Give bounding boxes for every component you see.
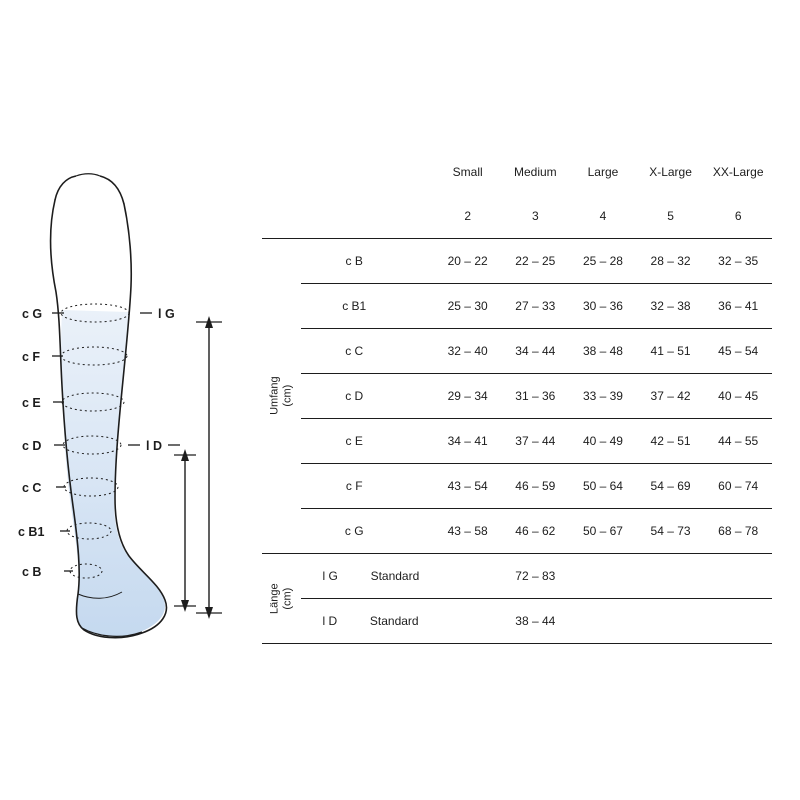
cell-cG-large: 50 – 67	[569, 509, 637, 554]
size-table	[262, 150, 772, 644]
cell-cD-large: 33 – 39	[569, 374, 637, 419]
group-spacer-2	[262, 194, 301, 239]
header-size-small: Small	[452, 165, 483, 179]
length-code-lD: l D	[322, 614, 338, 628]
header-num-6: 6	[734, 209, 742, 223]
header-blank	[301, 150, 434, 194]
cell-cB1-medium: 27 – 33	[501, 284, 569, 329]
table-row	[262, 284, 772, 329]
table-row	[262, 239, 772, 284]
length-spacer-lG-2	[569, 554, 637, 599]
cell-cC-xlarge: 41 – 51	[637, 329, 705, 374]
group-umfang-line1: Umfang	[268, 376, 281, 416]
group-label-laenge	[262, 554, 301, 644]
length-spacer-lD-1	[434, 599, 502, 644]
label-cE: c E	[22, 396, 41, 410]
table-header-numbers	[262, 194, 772, 239]
length-value-lD: 38 – 44	[501, 599, 569, 644]
cell-cG-small: 43 – 58	[434, 509, 502, 554]
table-row-length	[262, 554, 772, 599]
row-label-cG: c G	[301, 509, 434, 554]
length-spacer-lD-3	[637, 599, 705, 644]
cell-cC-xxlarge: 45 – 54	[704, 329, 772, 374]
cell-cB-medium: 22 – 25	[501, 239, 569, 284]
table-row	[262, 464, 772, 509]
length-spacer-lG-4	[704, 554, 772, 599]
table-row	[262, 374, 772, 419]
header-number-blank	[301, 194, 434, 239]
group-umfang-line2: (cm)	[281, 385, 294, 407]
cell-cF-medium: 46 – 59	[501, 464, 569, 509]
length-spacer-lG-1	[434, 554, 502, 599]
length-name-lD: Standard	[369, 614, 419, 628]
cell-cF-xlarge: 54 – 69	[637, 464, 705, 509]
row-label-cB: c B	[301, 239, 434, 284]
group-laenge-line1: Länge	[268, 583, 281, 614]
cell-cE-xlarge: 42 – 51	[637, 419, 705, 464]
length-spacer-lD-4	[704, 599, 772, 644]
header-size-xlarge: X-Large	[649, 165, 692, 179]
cell-cE-xxlarge: 44 – 55	[704, 419, 772, 464]
label-cB1: c B1	[18, 525, 45, 539]
table-row	[262, 329, 772, 374]
header-size-medium: Medium	[513, 165, 557, 179]
row-label-cD: c D	[301, 374, 434, 419]
label-cB: c B	[22, 565, 42, 579]
length-value-lG: 72 – 83	[501, 554, 569, 599]
header-size-xxlarge: XX-Large	[712, 165, 764, 179]
table-row	[262, 509, 772, 554]
cell-cG-xxlarge: 68 – 78	[704, 509, 772, 554]
header-size-large: Large	[587, 165, 619, 179]
group-label-umfang	[262, 239, 301, 554]
cell-cB1-xxlarge: 36 – 41	[704, 284, 772, 329]
header-num-3: 3	[531, 209, 539, 223]
table-row	[262, 419, 772, 464]
label-lD: l D	[146, 439, 162, 453]
cell-cB-small: 20 – 22	[434, 239, 502, 284]
label-cC: c C	[22, 481, 42, 495]
header-num-2: 2	[464, 209, 471, 223]
cell-cC-small: 32 – 40	[434, 329, 502, 374]
cell-cE-large: 40 – 49	[569, 419, 637, 464]
cell-cF-large: 50 – 64	[569, 464, 637, 509]
row-label-cE: c E	[301, 419, 434, 464]
cell-cB-xxlarge: 32 – 35	[704, 239, 772, 284]
length-code-lG: l G	[322, 569, 338, 583]
cell-cC-large: 38 – 48	[569, 329, 637, 374]
table-row-length	[262, 599, 772, 644]
leg-diagram	[0, 0, 270, 800]
cell-cC-medium: 34 – 44	[501, 329, 569, 374]
cell-cF-xxlarge: 60 – 74	[704, 464, 772, 509]
cell-cB1-xlarge: 32 – 38	[637, 284, 705, 329]
cell-cB-xlarge: 28 – 32	[637, 239, 705, 284]
header-num-5: 5	[667, 209, 674, 223]
cell-cB1-large: 30 – 36	[569, 284, 637, 329]
row-label-cB1: c B1	[301, 284, 434, 329]
cell-cD-xlarge: 37 – 42	[637, 374, 705, 419]
size-table-container	[262, 150, 792, 644]
label-cD: c D	[22, 439, 42, 453]
cell-cD-xxlarge: 40 – 45	[704, 374, 772, 419]
group-laenge-line2: (cm)	[281, 587, 294, 610]
group-spacer	[262, 150, 301, 194]
label-cF: c F	[22, 350, 41, 364]
label-cG: c G	[22, 307, 43, 321]
cell-cG-medium: 46 – 62	[501, 509, 569, 554]
row-label-cC: c C	[301, 329, 434, 374]
length-row-lD-label	[301, 599, 434, 644]
row-label-cF: c F	[301, 464, 434, 509]
cell-cD-small: 29 – 34	[434, 374, 502, 419]
cell-cE-medium: 37 – 44	[501, 419, 569, 464]
length-spacer-lD-2	[569, 599, 637, 644]
header-num-4: 4	[599, 209, 607, 223]
cell-cF-small: 43 – 54	[434, 464, 502, 509]
length-row-lG-label	[301, 554, 434, 599]
cell-cB1-small: 25 – 30	[434, 284, 502, 329]
cell-cB-large: 25 – 28	[569, 239, 637, 284]
length-spacer-lG-3	[637, 554, 705, 599]
cell-cG-xlarge: 54 – 73	[637, 509, 705, 554]
length-name-lG: Standard	[370, 569, 420, 583]
table-header-sizes	[262, 150, 772, 194]
label-lG: l G	[158, 307, 175, 321]
cell-cD-medium: 31 – 36	[501, 374, 569, 419]
cell-cE-small: 34 – 41	[434, 419, 502, 464]
